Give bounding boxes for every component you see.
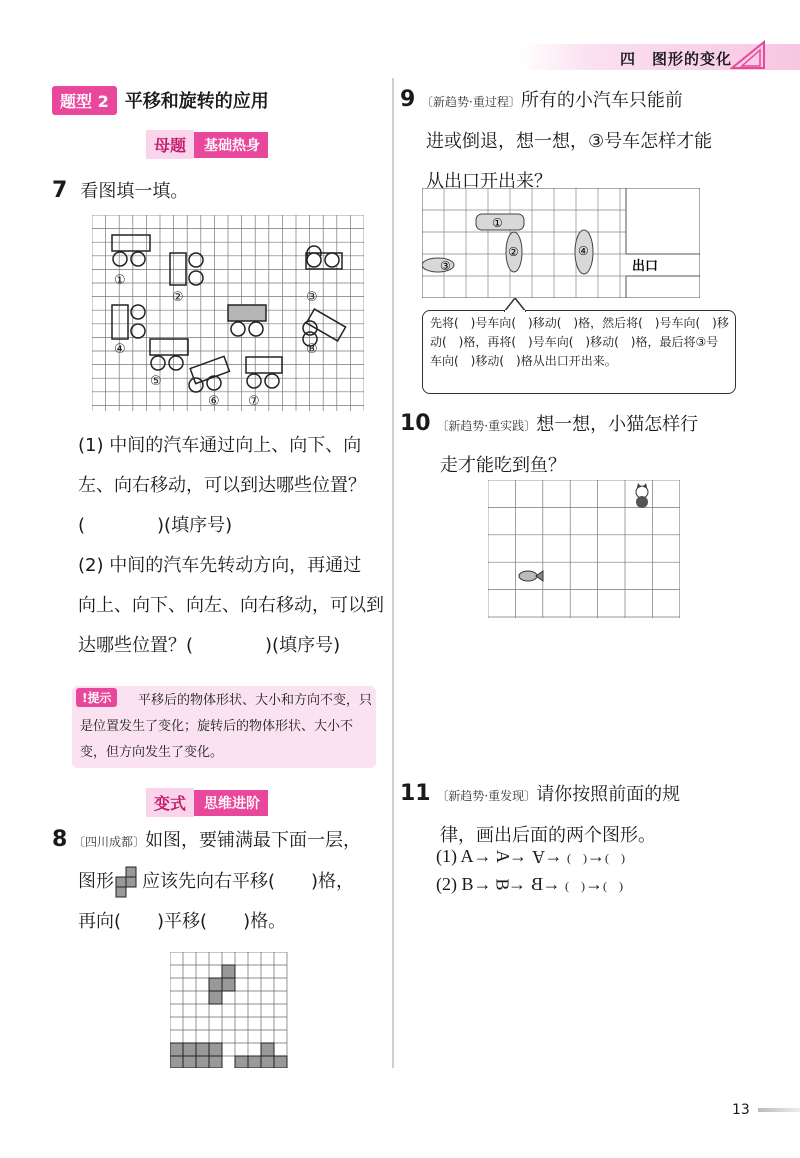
ribbon-variant-a: 变式 (146, 788, 194, 817)
q7-p1a: (1) 中间的汽车通过向上、向下、向 (78, 435, 362, 456)
q8-l1: 如图，要铺满最下面一层， (145, 830, 362, 851)
q11-row2-label: (2) (436, 874, 457, 894)
arrow-icon: → (544, 846, 563, 866)
q7-label-7: ⑦ (248, 394, 260, 409)
q11-row2-blank-2[interactable]: ( ) (603, 879, 624, 893)
q7-number: 7 (52, 178, 68, 203)
q9-l1: 所有的小汽车只能前 (520, 90, 683, 111)
section-tag: 题型 2 (52, 86, 117, 115)
q11-row2-glyph-a: B (461, 874, 474, 894)
q11-source: 〔新趋势·重发现〕 (436, 789, 537, 803)
q11-row2-blank-1[interactable]: ( ) (565, 879, 586, 893)
arrow-icon: → (585, 874, 604, 894)
q10-l1: 想一想，小猫怎样行 (536, 414, 699, 435)
q7-label-2: ② (172, 290, 184, 305)
triangle-ruler-icon (730, 40, 766, 70)
bubble-pointer (504, 298, 526, 312)
q9 (400, 80, 740, 202)
q7-p1c: ( )(填序号) (78, 515, 233, 536)
ribbon-mother (146, 130, 268, 159)
q9-l3: 从出口开出来？ (426, 171, 552, 192)
q7-label-8: ⑧ (306, 342, 318, 357)
q8-l2b: 应该先向右平移( )格， (142, 871, 355, 892)
q11-row1-blank-2[interactable]: ( ) (605, 851, 626, 865)
chapter-title: 四 图形的变化 (620, 50, 733, 68)
arrow-icon: → (508, 874, 527, 894)
q11-number: 11 (400, 781, 431, 806)
column-divider (392, 78, 394, 1068)
q11-row1-label: (1) (436, 846, 457, 866)
q7-label-6: ⑥ (208, 394, 220, 409)
ribbon-variant (146, 788, 268, 817)
q7-stem (52, 172, 188, 212)
q7-label-3: ③ (306, 290, 318, 305)
arrow-icon: → (542, 874, 561, 894)
q10 (400, 404, 740, 486)
q11 (400, 774, 740, 856)
q8-l3: 再向( )平移( )格。 (78, 911, 287, 932)
q8-number: 8 (52, 827, 68, 852)
q7-p2c: 达哪些位置？( )(填序号) (78, 635, 341, 656)
q9-l2: 进或倒退，想一想，③号车怎样才能 (426, 131, 713, 152)
q11-l2: 律，画出后面的两个图形。 (440, 825, 656, 846)
q11-row2-glyph-c: B (530, 874, 543, 894)
q7-label-4: ④ (114, 342, 126, 357)
q9-parking-grid (422, 188, 700, 298)
q7-label-1: ① (114, 273, 126, 288)
section-text: 平移和旋转的应用 (124, 91, 269, 112)
q10-number: 10 (400, 411, 431, 436)
section-title (52, 86, 269, 115)
q7-label-5: ⑤ (150, 374, 162, 389)
q9-exit-label: 出口 (632, 259, 659, 274)
q9-number: 9 (400, 87, 416, 112)
page-line (758, 1108, 800, 1112)
q11-l1: 请你按照前面的规 (536, 784, 681, 805)
q10-grid (488, 480, 680, 618)
ribbon-variant-b: 思维进阶 (194, 790, 268, 816)
q9-bubble-text: 先将( )号车向( )移动( )格，然后将( )号车向( )移动( )格，再将( )号车向( )移动( )格，最后将③号车向( )移动( )格从出口开出来。 (430, 316, 729, 368)
q7-stem-text: 看图填一填。 (80, 181, 189, 202)
q10-source: 〔新趋势·重实践〕 (436, 419, 537, 433)
arrow-icon: → (509, 846, 528, 866)
page-number: 13 (732, 1102, 750, 1118)
fish-icon (519, 571, 543, 581)
q7-grid (92, 215, 364, 411)
arrow-icon: → (473, 846, 492, 866)
q9-car-label-4: ④ (578, 244, 589, 258)
ribbon-mother-b: 基础热身 (194, 132, 268, 158)
q8-grid (170, 952, 288, 1068)
q8-source: 〔四川成都〕 (73, 835, 146, 849)
q9-car-label-3: ③ (440, 259, 451, 273)
q11-row1 (436, 846, 625, 867)
q10-l2: 走才能吃到鱼？ (440, 455, 566, 476)
arrow-icon: → (473, 874, 492, 894)
q11-row1-glyph-b: A (493, 850, 514, 863)
q11-row2-glyph-b: B (492, 878, 513, 891)
ribbon-mother-a: 母题 (146, 130, 194, 159)
q7-p2b: 向上、向下、向左、向右移动，可以到 (78, 595, 384, 616)
q9-car-label-2: ② (508, 245, 519, 259)
q7-part1 (78, 426, 388, 666)
q8-l2a: 图形 (78, 871, 114, 892)
q11-row1-glyph-c: A (531, 847, 545, 867)
q7-p1b: 左、向右移动，可以到达哪些位置？ (78, 475, 366, 496)
arrow-icon: → (587, 846, 606, 866)
q9-car-label-1: ① (492, 216, 503, 230)
q8-shape-icon (114, 865, 142, 899)
cat-icon (636, 483, 648, 508)
q9-source: 〔新趋势·重过程〕 (421, 95, 521, 109)
hint-text: 平移后的物体形状、大小和方向不变，只是位置发生了变化；旋转后的物体形状、大小不变，但方向发生了变化。 (80, 693, 373, 760)
q8 (52, 820, 388, 942)
q7-p2a: (2) 中间的汽车先转动方向，再通过 (78, 555, 362, 576)
hint-tag: !提示 (76, 688, 117, 707)
q11-row1-glyph-a: A (460, 846, 474, 866)
q11-row2 (436, 874, 623, 895)
q11-row1-blank-1[interactable]: ( ) (567, 851, 588, 865)
